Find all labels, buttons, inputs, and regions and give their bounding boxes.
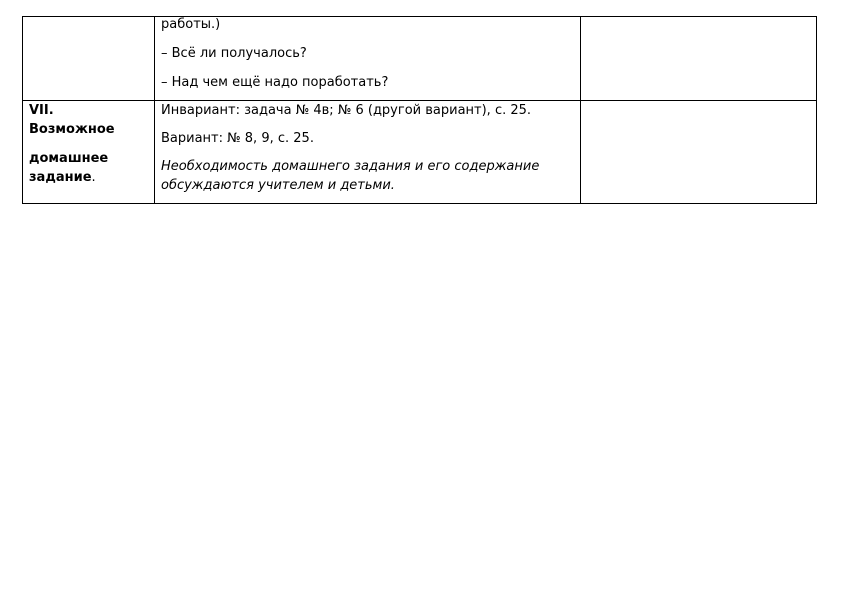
stage-name-punct: . [91,170,96,185]
stage-title [29,101,148,139]
stage-number: VII. [29,103,54,118]
homework-variant: Вариант: № 8, 9, с. 25. [161,131,314,146]
stage-cell [23,17,155,101]
table-row [23,101,817,204]
stage-name-line: Возможное [29,122,115,137]
content-cell [155,101,581,204]
reflection-question: – Всё ли получалось? [161,46,307,61]
stage-name-line: домашнее [29,151,109,166]
homework-note: Необходимость домашнего задания и его содержание обсуждаются учителем и детьми. [161,159,540,193]
stage-name-line: задание [29,170,92,185]
stage-cell [23,101,155,204]
homework-invariant: Инвариант: задача № 4в; № 6 (другой вариант), с. 25. [161,103,532,118]
notes-cell [581,101,817,204]
notes-cell [581,17,817,101]
lesson-plan-table [22,16,817,204]
stage-subtitle [29,149,148,187]
content-cell [155,17,581,101]
reflection-text-line: работы.) [161,17,221,32]
table-row [23,17,817,101]
reflection-question: – Над чем ещё надо поработать? [161,75,389,90]
